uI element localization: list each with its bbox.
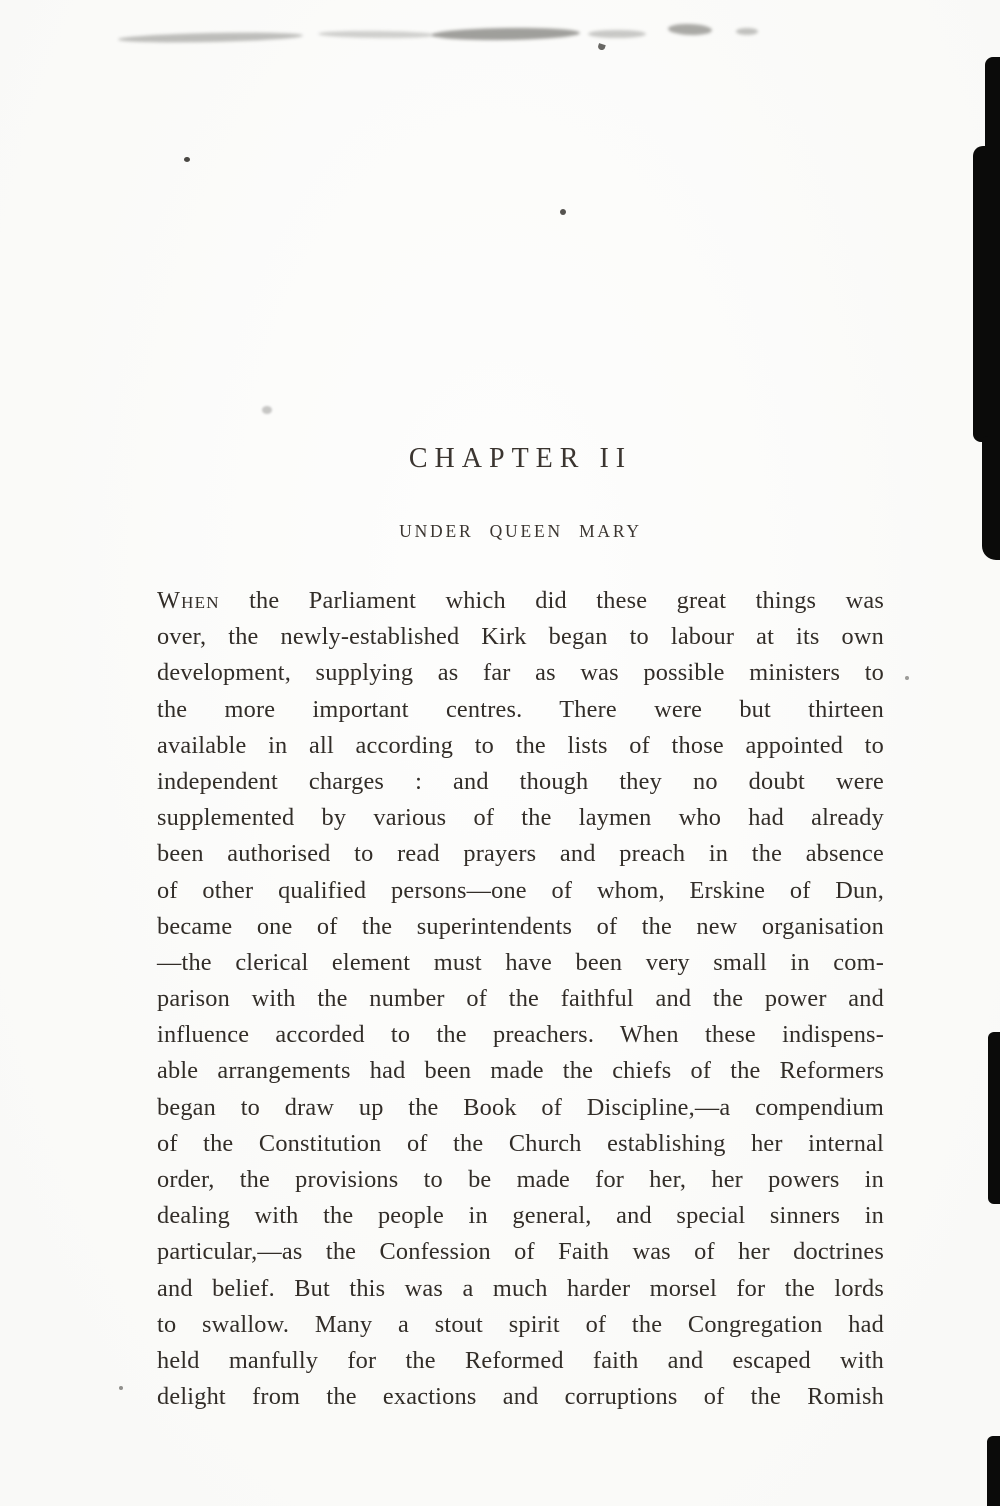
text-line: of other qualified persons—one of whom, Erskine of Dun, [157, 876, 884, 904]
text-line: able arrangements had been made the chiefs of the Reformers [157, 1057, 884, 1085]
text-line: influence accorded to the preachers. When these indispens- [157, 1021, 884, 1049]
scan-smudge [736, 28, 758, 35]
scan-edge-shadow [982, 436, 1000, 560]
ink-speck [560, 209, 566, 215]
text-line: to swallow. Many a stout spirit of the Congregation had [157, 1310, 884, 1338]
text-line: parison with the number of the faithful and the power and [157, 985, 884, 1013]
lead-word: When [157, 587, 220, 614]
text-line: order, the provisions to be made for her, her powers in [157, 1166, 884, 1193]
scan-edge-shadow [988, 1032, 1000, 1204]
scan-smudge [118, 31, 303, 44]
text-column [157, 443, 884, 1415]
body-lines [157, 619, 884, 1415]
scan-smudge [318, 30, 436, 38]
ink-speck [184, 157, 190, 162]
scan-smudge [668, 23, 712, 36]
scan-smudge [432, 27, 580, 41]
text-line: particular,—as the Confession of Faith was of her doctrines [157, 1238, 884, 1266]
body-text [157, 583, 884, 1415]
text-line: been authorised to read prayers and preach in the absence [157, 840, 884, 868]
text-line: independent charges : and though they no doubt were [157, 767, 884, 795]
text-line: supplemented by various of the laymen who had already [157, 804, 884, 832]
ink-speck [119, 1386, 123, 1390]
chapter-heading: CHAPTER II [408, 443, 633, 474]
first-line-rest: the Parliament which did these great things was [249, 587, 885, 614]
text-line: of the Constitution of the Church establishing her internal [157, 1129, 884, 1157]
text-line: over, the newly-established Kirk began to labour at its own [157, 623, 884, 651]
ink-speck [597, 43, 606, 51]
text-line: development, supplying as far as was possible ministers to [157, 659, 884, 687]
scan-edge-shadow [973, 146, 1000, 442]
scan-smudge [588, 30, 646, 38]
text-line: became one of the superintendents of the new organisation [157, 912, 884, 940]
body-first-line [157, 583, 884, 619]
text-line: began to draw up the Book of Discipline,—a compendium [157, 1093, 884, 1121]
scan-edge-shadow [985, 57, 1000, 153]
text-line: —the clerical element must have been very small in com- [157, 948, 884, 976]
section-heading: UNDER QUEEN MARY [399, 521, 642, 541]
text-line: available in all according to the lists of those appointed to [157, 731, 884, 759]
text-line: the more important centres. There were but thirteen [157, 695, 884, 723]
text-line: delight from the exactions and corruptions of the Romish [157, 1383, 884, 1411]
text-line: held manfully for the Reformed faith and escaped with [157, 1346, 884, 1374]
scan-edge-shadow [987, 1436, 1000, 1506]
text-line: dealing with the people in general, and special sinners in [157, 1202, 884, 1230]
text-line: and belief. But this was a much harder morsel for the lords [157, 1274, 884, 1302]
ink-speck [262, 406, 272, 414]
ink-speck [905, 676, 909, 680]
